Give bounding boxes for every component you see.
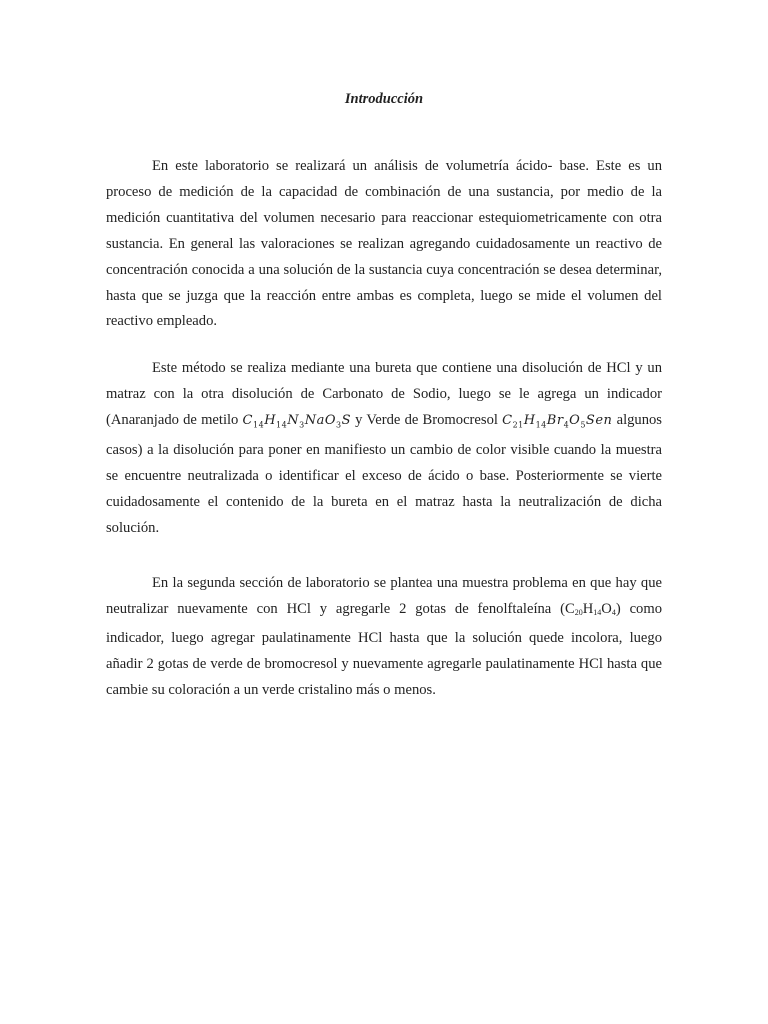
formula-subscript: 4 [611,607,616,617]
paragraph-method [106,356,662,542]
paragraph-intro [106,154,662,335]
page-title: Introducción [344,91,424,107]
paragraph-text: algunos casos) a la disolución para poner en manifiesto un cambio de color visible cuando la muestra se encuentre neutralizada o identificar el exceso de ácido o base. Posteriormente se vierte cuidadosamente el contenido de la bureta en el matraz hasta la neutralización de dicha solución. [106,411,662,537]
paragraph-text: ) como indicador, luego agregar paulatinamente HCl hasta que la solución quede incolora, luego añadir 2 gotas de verde de bromocresol y nuevamente agregarle paulatinamente HCl hasta que cambie su coloración a un verde cristalino más o menos. [106,600,662,698]
paragraph-text: y Verde de Bromocresol [350,411,503,428]
formula-bromocresol-green: $C_{21}H_{14}Br_4O_5Sen$ [502,412,613,430]
formula-subscript: 14 [593,607,602,617]
paragraph-text: Este método se realiza mediante una bureta que contiene una disolución de HCl y un matraz con la otra disolución de Carbonato de Sodio, luego se le agrega un indicador (Anaranjado de metilo [106,360,662,428]
paragraph-second-section: En la segunda sección de laboratorio se plantea una muestra problema en que hay que neutralizar nuevamente con HCl y agregarle 2 gotas de fenolftaleína $(C_{20}H_{14}O_4)$ como indicador, luego agregar paulatinamente HCl hasta que la solución quede incolora, luego añadir 2 gotas de verde de bromocresol y nuevamente agregarle paulatinamente HCl hasta que cambie su coloración a un verde cristalino más o menos. [106,575,662,698]
formula-methyl-orange: $C_{14}H_{14}N_3NaO_3S$ [242,412,351,430]
formula-subscript: 20 [574,607,583,617]
paragraph-text: En la segunda sección de laboratorio se plantea una muestra problema en que hay que neutralizar nuevamente con HCl y agregarle 2 gotas de fenolftaleína (C [106,575,662,617]
paragraph-text: En este laboratorio se realizará un análisis de volumetría ácido- base. Este es un proceso de medición de la capacidad de combinación de una sustancia, por medio de la medición cuantitativa del volumen necesario para reaccionar estequiometricamente con otra sustancia. En general las valoraciones se realizan agregando cuidadosamente un reactivo de concentración conocida a una solución de la sustancia cuya concentración se desea determinar, hasta que se juzga que la reacción entre ambas es completa, luego se mide el volumen del reactivo empleado. [106,158,662,330]
